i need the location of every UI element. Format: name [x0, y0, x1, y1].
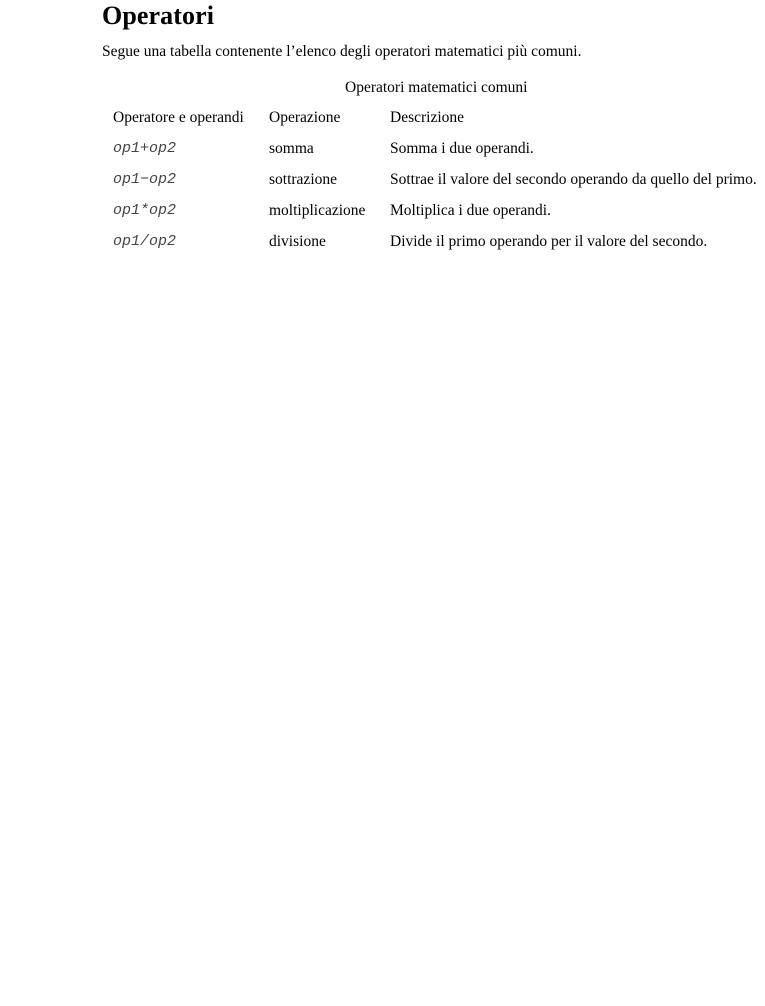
table-header-row	[102, 102, 757, 133]
expression-cell: op1+op2	[113, 140, 177, 157]
description-cell: Divide il primo operando per il valore del secondo.	[390, 232, 708, 250]
description-cell: Sottrae il valore del secondo operando da quello del primo.	[390, 170, 757, 188]
table-row	[102, 164, 757, 195]
description-cell: Moltiplica i due operandi.	[390, 201, 551, 219]
expression-cell: op1−op2	[113, 171, 177, 188]
column-header-description: Descrizione	[390, 108, 465, 126]
table-row	[102, 133, 757, 164]
table-row	[102, 226, 757, 257]
operation-cell: divisione	[269, 232, 326, 250]
operators-table	[102, 102, 757, 257]
intro-paragraph: Segue una tabella contenente l’elenco degli operatori matematici più comuni.	[102, 43, 582, 60]
operation-cell: somma	[269, 139, 314, 157]
expression-cell: op1*op2	[113, 202, 177, 219]
document-page	[102, 0, 765, 250]
table-row	[102, 195, 757, 226]
page-title: Operatori	[102, 1, 215, 30]
column-header-expression: Operatore e operandi	[113, 108, 244, 126]
operation-cell: sottrazione	[269, 170, 338, 188]
expression-cell: op1/op2	[113, 233, 177, 250]
operation-cell: moltiplicazione	[269, 201, 366, 219]
column-header-operation: Operazione	[269, 108, 341, 126]
table-caption: Operatori matematici comuni	[345, 79, 528, 96]
description-cell: Somma i due operandi.	[390, 139, 534, 157]
